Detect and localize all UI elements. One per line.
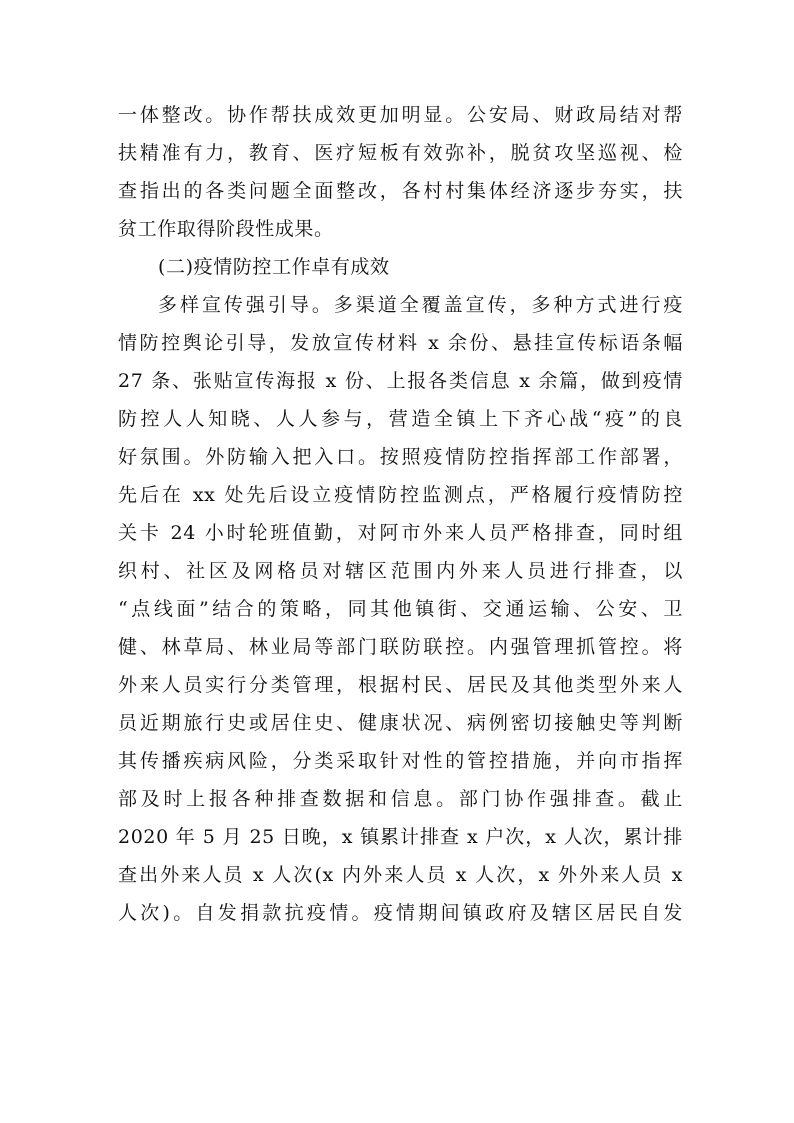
paragraph-line: 其传播疾病风险，分类采取针对性的管控措施，并向市指挥 (118, 750, 683, 772)
paragraph-line: 外来人员实行分类管理，根据村民、居民及其他类型外来人 (118, 674, 683, 696)
paragraph-line: 先后在 xx 处先后设立疫情防控监测点，严格履行疫情防控 (118, 484, 683, 506)
paragraph-line: 好氛围。外防输入把入口。按照疫情防控指挥部工作部署， (118, 446, 683, 468)
paragraph-line: 人次)。自发捐款抗疫情。疫情期间镇政府及辖区居民自发 (118, 902, 683, 924)
paragraph-line: 健、林草局、林业局等部门联防联控。内强管理抓管控。将 (118, 636, 683, 658)
paragraph-line: 查出外来人员 x 人次(x 内外来人员 x 人次，x 外外来人员 x (118, 864, 683, 886)
paragraph-line: 关卡 24 小时轮班值勤，对阿市外来人员严格排查，同时组 (118, 522, 683, 544)
paragraph-line: 扶精准有力，教育、医疗短板有效弥补，脱贫攻坚巡视、检 (118, 142, 683, 164)
paragraph-line: 防控人人知晓、人人参与，营造全镇上下齐心战“疫”的良 (118, 408, 683, 430)
paragraph-line: 员近期旅行史或居住史、健康状况、病例密切接触史等判断 (118, 712, 683, 734)
paragraph-line: 2020 年 5 月 25 日晚，x 镇累计排查 x 户次，x 人次，累计排 (118, 826, 683, 848)
paragraph-line: 查指出的各类问题全面整改，各村村集体经济逐步夯实，扶 (118, 180, 683, 202)
paragraph-line: 27 条、张贴宣传海报 x 份、上报各类信息 x 余篇，做到疫情 (118, 370, 683, 392)
paragraph-line: 多样宣传强引导。多渠道全覆盖宣传，多种方式进行疫 (158, 294, 683, 316)
paragraph-line: 一体整改。协作帮扶成效更加明显。公安局、财政局结对帮 (118, 104, 683, 126)
document-body (118, 96, 683, 932)
paragraph-line: “点线面”结合的策略，同其他镇街、交通运输、公安、卫 (118, 598, 683, 620)
paragraph-line: 情防控舆论引导，发放宣传材料 x 余份、悬挂宣传标语条幅 (118, 332, 683, 354)
paragraph-line: 织村、社区及网格员对辖区范围内外来人员进行排查，以 (118, 560, 683, 582)
paragraph-line: 部及时上报各种排查数据和信息。部门协作强排查。截止 (118, 788, 683, 810)
section-heading: (二)疫情防控工作卓有成效 (158, 256, 390, 278)
paragraph-line: 贫工作取得阶段性成果。 (118, 218, 334, 240)
